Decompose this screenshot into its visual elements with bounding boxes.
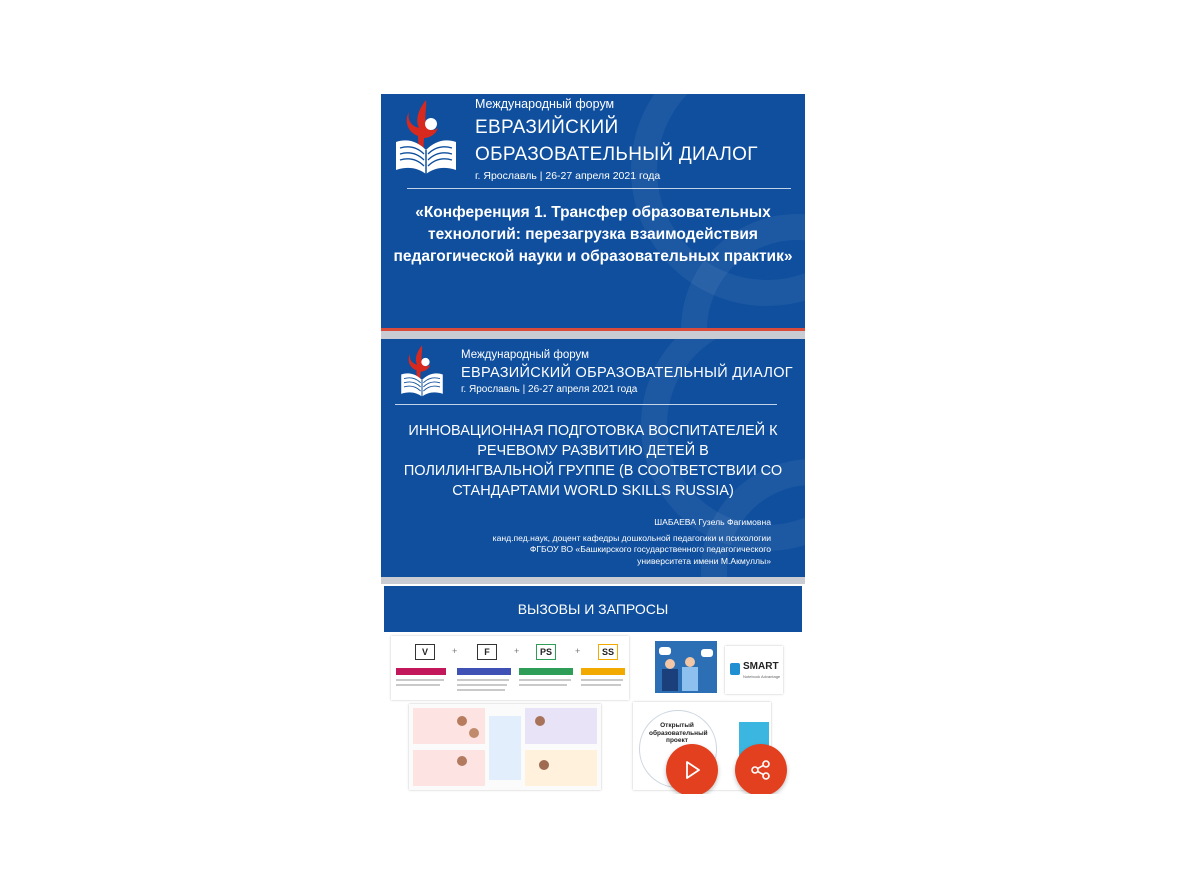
skill-f-box: F [477, 644, 497, 660]
text-line [519, 684, 567, 686]
play-button[interactable] [666, 744, 718, 794]
forum-name-line1: ЕВРАЗИЙСКИЙ [475, 117, 619, 138]
project-card-title: Открытый образовательный проект [649, 722, 708, 744]
competency-grid [409, 704, 601, 790]
smart-logo-text: SMART [743, 661, 779, 672]
grid-center [489, 716, 521, 780]
divider [395, 404, 777, 405]
forum-logo [399, 344, 445, 398]
avatar [457, 716, 467, 726]
text-line [457, 684, 507, 686]
slide-header: ВЫЗОВЫ И ЗАПРОСЫ [384, 586, 802, 632]
text-line [581, 684, 621, 686]
text-line [396, 679, 444, 681]
smart-icon [730, 663, 740, 675]
forum-label: Международный форум [475, 97, 615, 111]
grid-cell [413, 750, 485, 786]
play-icon [681, 759, 703, 781]
conference-title: «Конференция 1. Трансфер образовательных технологий: перезагрузка взаимодействия педагогической науки и образовательных практик» [393, 204, 793, 265]
text-line [396, 684, 440, 686]
forum-city-date: г. Ярославль | 26-27 апреля 2021 года [475, 170, 661, 182]
divider [407, 188, 791, 189]
share-button[interactable] [735, 744, 787, 794]
skill-ss-box: SS [598, 644, 618, 660]
skill-ps-tag [519, 668, 573, 675]
grid-cell [525, 708, 597, 744]
author-name: ШАБАЕВА Гузель Фагимовна [654, 517, 771, 527]
talk-title: ИННОВАЦИОННАЯ ПОДГОТОВКА ВОСПИТАТЕЛЕЙ К РЕЧЕВОМУ РАЗВИТИЮ ДЕТЕЙ В ПОЛИЛИНГВАЛЬНОЙ ГРУППЕ (В СООТВЕТСТВИИ СО СТАНДАРТАМИ WORLD SKILLS RUSSIA) [403, 423, 783, 499]
presentation-viewer[interactable] [381, 94, 805, 794]
author-org-line1: ФГБОУ ВО «Башкирского государственного педагогического [529, 544, 771, 554]
plus-icon: + [514, 646, 520, 656]
slide-2 [381, 339, 805, 577]
skill-ss-tag [581, 668, 625, 675]
slide-gap [381, 331, 805, 339]
forum-name-line2: ОБРАЗОВАТЕЛЬНЫЙ ДИАЛОГ [475, 144, 758, 165]
skill-v-box: V [415, 644, 435, 660]
plus-icon: + [452, 646, 458, 656]
forum-label: Международный форум [461, 349, 590, 361]
grid-cell [525, 750, 597, 786]
avatar [535, 716, 545, 726]
smart-logo [725, 646, 783, 694]
forum-logo [393, 98, 459, 176]
forum-name: ЕВРАЗИЙСКИЙ ОБРАЗОВАТЕЛЬНЫЙ ДИАЛОГ [461, 365, 793, 381]
text-line [457, 689, 505, 691]
skill-ps-box: PS [536, 644, 556, 660]
forum-city-date: г. Ярославль | 26-27 апреля 2021 года [461, 384, 638, 395]
people-illustration [655, 641, 717, 693]
text-line [581, 679, 623, 681]
skill-f-tag [457, 668, 511, 675]
author-block [493, 517, 771, 567]
author-org-line2: университета имени М.Акмуллы» [637, 555, 771, 566]
skill-v-tag [396, 668, 446, 675]
grid-cell [413, 708, 485, 744]
avatar [457, 756, 467, 766]
avatar [539, 760, 549, 770]
slide-gap [381, 577, 805, 584]
author-position: канд.пед.наук, доцент кафедры дошкольной педагогики и психологии [492, 532, 771, 543]
slide-1 [381, 94, 805, 331]
share-icon [750, 759, 772, 781]
text-line [519, 679, 571, 681]
plus-icon: + [575, 646, 581, 656]
skills-diagram [391, 636, 629, 700]
avatar [469, 728, 479, 738]
text-line [457, 679, 509, 681]
smart-logo-sub: Notebook Advantage [743, 674, 781, 679]
